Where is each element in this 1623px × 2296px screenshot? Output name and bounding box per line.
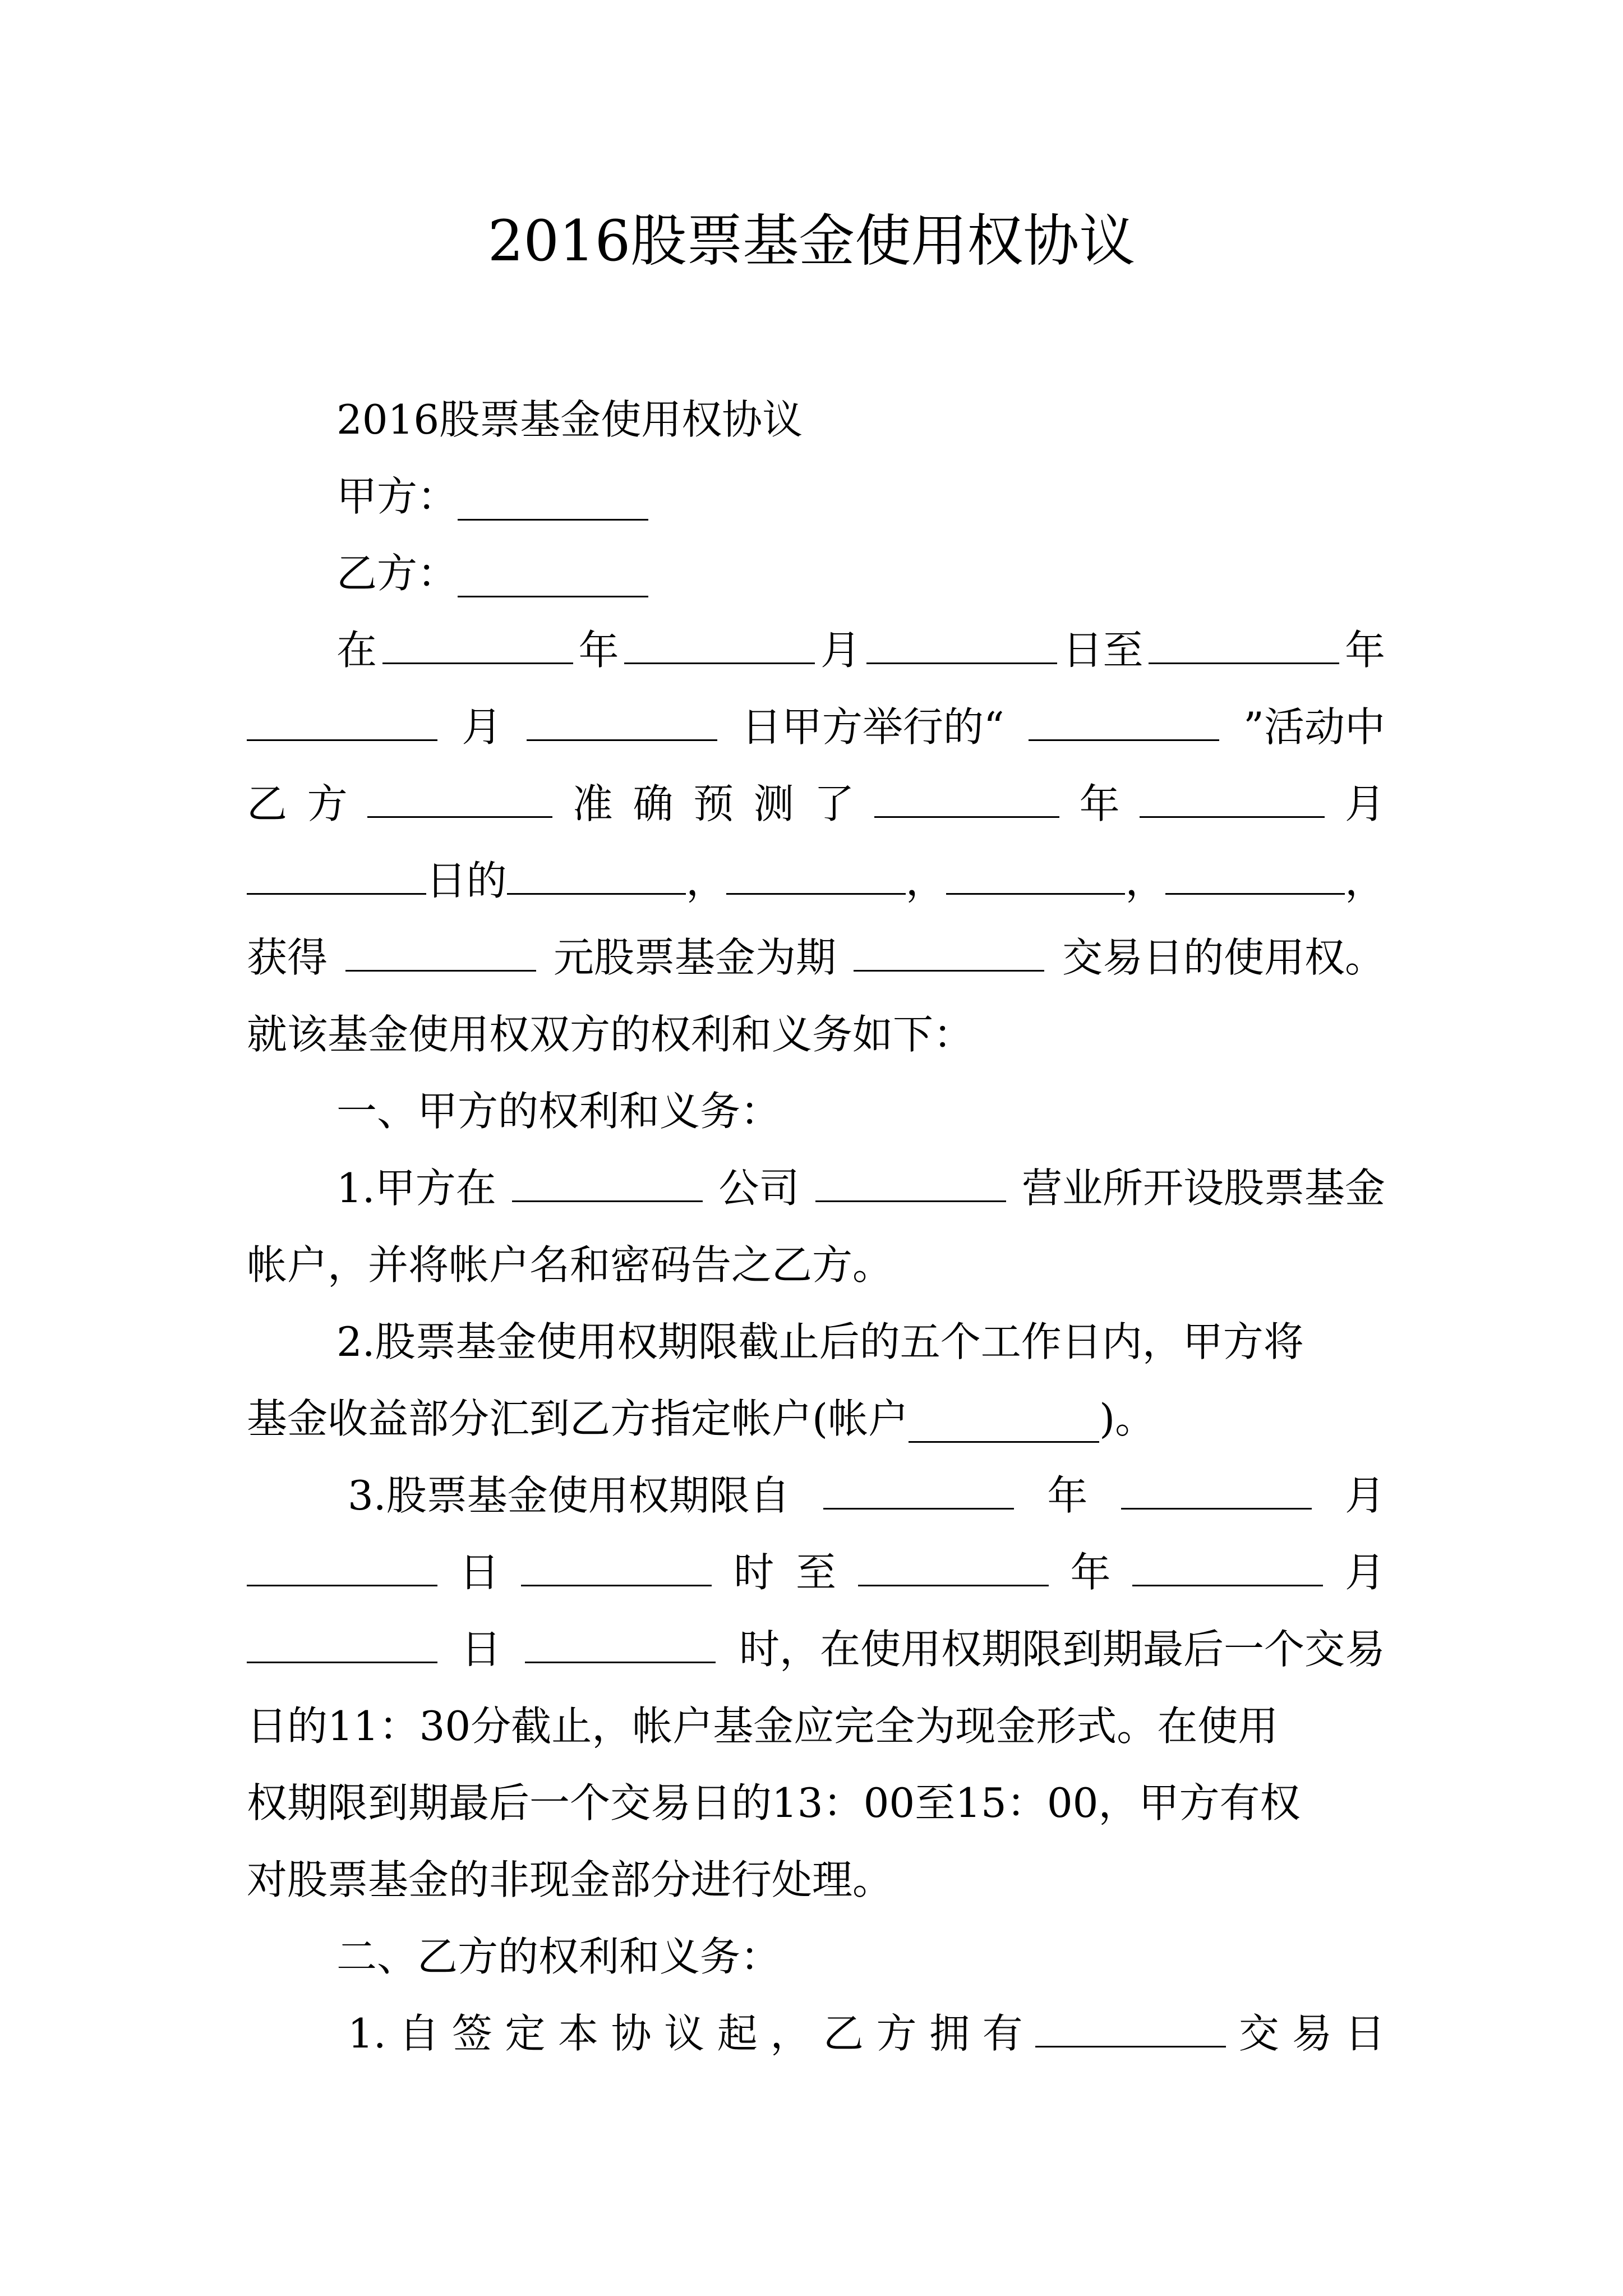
item-text: 至 xyxy=(795,1549,836,1596)
section-1-item-2-line-2 xyxy=(247,1381,1385,1457)
blank xyxy=(345,925,536,972)
item-text: 时，在使用权期限到期最后一个交易 xyxy=(739,1626,1385,1673)
intro-text: 测 xyxy=(753,780,794,827)
blank xyxy=(512,1156,703,1202)
section-1-item-3-line-4 xyxy=(247,1688,1385,1765)
blank xyxy=(527,694,717,741)
intro-text: ， xyxy=(686,857,727,904)
intro-text: 准 xyxy=(572,780,613,827)
blank xyxy=(866,618,1057,664)
blank xyxy=(815,1156,1006,1202)
item-text: 基金收益部分汇到乙方指定帐户(帐户 xyxy=(247,1395,909,1442)
section-1-item-3-line-5 xyxy=(247,1765,1385,1842)
blank xyxy=(909,1396,1099,1443)
section-2-item-1-line-1 xyxy=(247,1995,1385,2072)
section-1-heading xyxy=(247,1073,1385,1150)
intro-line-5 xyxy=(247,919,1385,996)
blank xyxy=(525,1617,716,1663)
item-text: 有 xyxy=(982,2010,1023,2057)
intro-text: 月 xyxy=(820,627,861,674)
intro-text: ， xyxy=(1125,857,1166,904)
item-text: 3.股票基金使用权期限自 xyxy=(348,1472,790,1519)
intro-text: 在 xyxy=(336,627,377,674)
heading-line xyxy=(247,381,1385,458)
section-1-item-3-line-3 xyxy=(247,1611,1385,1688)
item-text: 议 xyxy=(664,2010,705,2057)
item-text: 时 xyxy=(734,1549,774,1596)
party-b-blank xyxy=(458,551,648,597)
blank xyxy=(823,1463,1014,1510)
blank xyxy=(1149,618,1339,664)
blank xyxy=(858,1540,1049,1586)
blank xyxy=(247,1617,437,1663)
section-2-heading xyxy=(247,1918,1385,1995)
intro-line-3 xyxy=(247,766,1385,843)
item-text: 1.甲方在 xyxy=(336,1165,496,1212)
intro-text: 年 xyxy=(1079,780,1120,827)
item-text: 定 xyxy=(505,2010,546,2057)
blank xyxy=(507,848,686,895)
intro-text: 月 xyxy=(462,703,502,751)
section-heading-text: 一、甲方的权利和义务： xyxy=(336,1088,781,1135)
item-text: 日 xyxy=(1344,2010,1385,2057)
item-text: 年 xyxy=(1047,1472,1088,1519)
party-b-line xyxy=(247,535,1385,612)
heading-line-text: 2016股票基金使用权协议 xyxy=(336,396,803,443)
blank xyxy=(874,771,1059,818)
intro-text: 日甲方举行的“ xyxy=(741,703,1004,751)
item-text: 对股票基金的非现金部分进行处理。 xyxy=(247,1856,893,1903)
blank xyxy=(1029,694,1219,741)
intro-text: 年 xyxy=(578,627,619,674)
item-text: 协 xyxy=(611,2010,652,2057)
item-text: )。 xyxy=(1099,1395,1156,1442)
section-1-item-2-line-1 xyxy=(247,1304,1385,1381)
intro-line-1 xyxy=(247,612,1385,689)
item-text: 公司 xyxy=(718,1165,800,1212)
blank xyxy=(1035,2001,1226,2047)
item-text: 日的11：30分截止，帐户基金应完全为现金形式。在使用 xyxy=(247,1703,1279,1750)
document-title: 2016股票基金使用权协议 xyxy=(487,208,1136,274)
intro-text: 元股票基金为期 xyxy=(553,934,836,981)
section-1-item-3-line-1 xyxy=(247,1457,1385,1534)
blank xyxy=(521,1540,712,1586)
intro-text: 就该基金使用权双方的权利和义务如下： xyxy=(247,1011,974,1058)
item-text: 营业所开设股票基金 xyxy=(1021,1165,1385,1212)
blank xyxy=(624,618,815,664)
blank xyxy=(247,694,437,741)
intro-text: 年 xyxy=(1344,627,1385,674)
intro-text: 月 xyxy=(1344,780,1385,827)
blank xyxy=(382,618,573,664)
intro-text: 获得 xyxy=(247,934,328,981)
intro-line-6 xyxy=(247,996,1385,1073)
section-heading-text: 二、乙方的权利和义务： xyxy=(336,1933,781,1980)
blank xyxy=(1140,771,1325,818)
item-text: 签 xyxy=(451,2010,492,2057)
blank xyxy=(247,1540,437,1586)
intro-text: 日的 xyxy=(426,857,507,904)
item-text: 起 xyxy=(717,2010,758,2057)
item-text: 月 xyxy=(1344,1472,1385,1519)
item-text: 帐户，并将帐户名和密码告之乙方。 xyxy=(247,1241,893,1289)
party-a-label: 甲方： xyxy=(336,473,458,520)
intro-line-2 xyxy=(247,689,1385,766)
item-text: 自 xyxy=(399,2010,440,2057)
item-text: 拥 xyxy=(929,2010,970,2057)
item-text: 方 xyxy=(876,2010,917,2057)
blank xyxy=(726,848,906,895)
document-body xyxy=(247,381,1385,2072)
item-text: 月 xyxy=(1344,1549,1385,1596)
intro-text: ”活动中 xyxy=(1243,703,1385,751)
intro-text: ， xyxy=(905,857,946,904)
intro-line-4 xyxy=(247,843,1385,919)
item-text: 交 xyxy=(1238,2010,1279,2057)
item-text: 日 xyxy=(459,1549,500,1596)
section-1-item-3-line-6 xyxy=(247,1842,1385,1918)
item-text: 日 xyxy=(460,1626,501,1673)
party-b-label: 乙方： xyxy=(336,550,458,597)
blank xyxy=(946,848,1126,895)
item-text: ， xyxy=(770,2010,811,2057)
section-1-item-1-line-2 xyxy=(247,1227,1385,1304)
intro-text: 了 xyxy=(814,780,855,827)
intro-text: 方 xyxy=(307,780,348,827)
blank xyxy=(1121,1463,1312,1510)
section-1-item-3-line-2 xyxy=(247,1534,1385,1611)
item-text: 1. xyxy=(348,2010,386,2057)
intro-text: 日至 xyxy=(1062,627,1144,674)
intro-text: 交易日的使用权。 xyxy=(1062,934,1385,981)
party-a-blank xyxy=(458,474,648,521)
item-text: 权期限到期最后一个交易日的13：00至15：00，甲方有权 xyxy=(247,1779,1301,1826)
item-text: 本 xyxy=(558,2010,599,2057)
blank xyxy=(1132,1540,1323,1586)
blank xyxy=(854,925,1044,972)
intro-text: 乙 xyxy=(247,780,288,827)
blank xyxy=(367,771,552,818)
intro-text: ， xyxy=(1344,857,1385,904)
intro-text: 确 xyxy=(633,780,674,827)
party-a-line xyxy=(247,458,1385,535)
intro-text: 预 xyxy=(693,780,734,827)
blank xyxy=(1165,848,1345,895)
item-text: 乙 xyxy=(823,2010,864,2057)
blank xyxy=(247,848,426,895)
item-text: 2.股票基金使用权期限截止后的五个工作日内，甲方将 xyxy=(336,1318,1304,1365)
item-text: 年 xyxy=(1070,1549,1111,1596)
item-text: 易 xyxy=(1292,2010,1332,2057)
section-1-item-1-line-1 xyxy=(247,1150,1385,1227)
